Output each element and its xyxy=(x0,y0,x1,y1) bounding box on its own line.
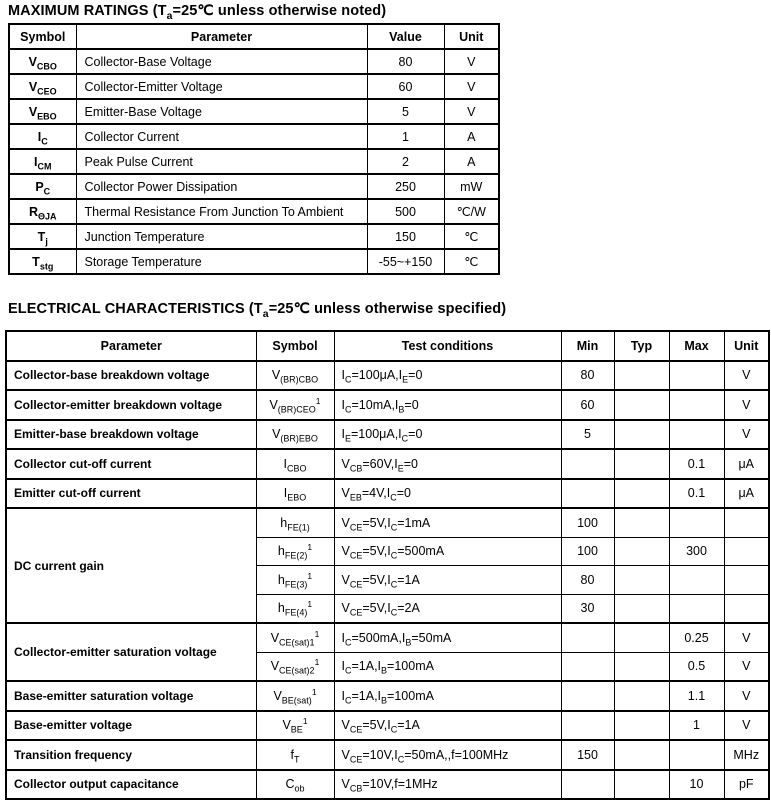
column-header: Min xyxy=(561,331,614,361)
cell-typ xyxy=(614,652,669,681)
cell-test-conditions: $I_C=100\mu A,I_E=0$ xyxy=(334,361,561,391)
table-row xyxy=(6,508,769,537)
table-row xyxy=(6,449,769,479)
cell-unit xyxy=(724,537,769,566)
electrical-characteristics-title: ELECTRICAL CHARACTERISTICS ($T_a=25℃$ unless otherwise specified) xyxy=(8,301,507,320)
cell-value: -55~+150 xyxy=(367,249,444,274)
cell-unit: V xyxy=(724,390,769,420)
cell-parameter: Storage Temperature xyxy=(76,249,367,274)
table-row xyxy=(9,49,499,74)
cell-parameter: DC current gain xyxy=(6,508,256,623)
cell-min xyxy=(561,681,614,711)
cell-symbol: $V_{BE}^1$ xyxy=(256,711,334,741)
table-row xyxy=(9,99,499,124)
cell-min: 80 xyxy=(561,566,614,595)
cell-min: 100 xyxy=(561,537,614,566)
cell-value: 1 xyxy=(367,124,444,149)
cell-max: 300 xyxy=(669,537,724,566)
cell-test-conditions: $V_{CE}=5V,I_C=1A$ xyxy=(334,566,561,595)
table-row xyxy=(9,149,499,174)
cell-value: 60 xyxy=(367,74,444,99)
cell-parameter: Junction Temperature xyxy=(76,224,367,249)
cell-symbol: $I_{CM}$ xyxy=(9,149,76,174)
cell-typ xyxy=(614,681,669,711)
cell-unit: V xyxy=(444,99,499,124)
table-row xyxy=(9,74,499,99)
cell-typ xyxy=(614,420,669,450)
table-row xyxy=(6,623,769,652)
cell-unit: ℃/W xyxy=(444,199,499,224)
cell-typ xyxy=(614,566,669,595)
cell-parameter: Base-emitter voltage xyxy=(6,711,256,741)
cell-parameter: Collector Current xyxy=(76,124,367,149)
table-row xyxy=(6,390,769,420)
table-row xyxy=(9,224,499,249)
electrical-characteristics-table xyxy=(5,330,770,800)
cell-unit: V xyxy=(444,49,499,74)
cell-symbol: $I_{EBO}$ xyxy=(256,479,334,509)
cell-symbol: $V_{CEO}$ xyxy=(9,74,76,99)
cell-parameter: Collector-Emitter Voltage xyxy=(76,74,367,99)
table-row xyxy=(9,199,499,224)
cell-parameter: Thermal Resistance From Junction To Ambient xyxy=(76,199,367,224)
cell-min xyxy=(561,449,614,479)
cell-max xyxy=(669,508,724,537)
table-row xyxy=(6,770,769,800)
cell-unit: V xyxy=(724,652,769,681)
cell-max xyxy=(669,740,724,770)
table-row xyxy=(9,124,499,149)
cell-max xyxy=(669,594,724,623)
cell-unit xyxy=(724,508,769,537)
cell-unit: ℃ xyxy=(444,249,499,274)
cell-symbol: $I_{CBO}$ xyxy=(256,449,334,479)
cell-value: 5 xyxy=(367,99,444,124)
cell-test-conditions: $I_C=1A,I_B=100mA$ xyxy=(334,652,561,681)
cell-value: 150 xyxy=(367,224,444,249)
max-ratings-title: MAXIMUM RATINGS ($T_a=25℃$ unless otherwise noted) xyxy=(8,3,387,22)
cell-unit xyxy=(724,594,769,623)
cell-parameter: Transition frequency xyxy=(6,740,256,770)
cell-unit: pF xyxy=(724,770,769,800)
cell-test-conditions: $V_{CE}=10V,I_C=50mA,,f=100MHz$ xyxy=(334,740,561,770)
cell-typ xyxy=(614,537,669,566)
cell-typ xyxy=(614,594,669,623)
cell-typ xyxy=(614,740,669,770)
cell-min: 100 xyxy=(561,508,614,537)
cell-min xyxy=(561,479,614,509)
cell-symbol: $P_C$ xyxy=(9,174,76,199)
cell-unit: V xyxy=(724,420,769,450)
cell-value: 250 xyxy=(367,174,444,199)
cell-unit: mW xyxy=(444,174,499,199)
table-row xyxy=(9,174,499,199)
column-header: Parameter xyxy=(6,331,256,361)
cell-unit: V xyxy=(724,361,769,391)
cell-parameter: Collector output capacitance xyxy=(6,770,256,800)
cell-parameter: Collector-Base Voltage xyxy=(76,49,367,74)
column-header: Value xyxy=(367,24,444,49)
cell-parameter: Emitter cut-off current xyxy=(6,479,256,509)
cell-symbol: $V_{EBO}$ xyxy=(9,99,76,124)
cell-parameter: Peak Pulse Current xyxy=(76,149,367,174)
cell-symbol: $V_{BE(sat)}^1$ xyxy=(256,681,334,711)
cell-unit: V xyxy=(724,711,769,741)
table-row xyxy=(6,711,769,741)
cell-test-conditions: $I_C=10mA,I_B=0$ xyxy=(334,390,561,420)
cell-unit: A xyxy=(444,124,499,149)
cell-symbol: $h_{FE(3)}^1$ xyxy=(256,566,334,595)
cell-min: 30 xyxy=(561,594,614,623)
column-header: Symbol xyxy=(256,331,334,361)
cell-typ xyxy=(614,623,669,652)
cell-min: 150 xyxy=(561,740,614,770)
cell-symbol: $T_j$ xyxy=(9,224,76,249)
cell-unit: μA xyxy=(724,479,769,509)
cell-test-conditions: $V_{CB}=60V,I_E=0$ xyxy=(334,449,561,479)
max-ratings-table xyxy=(8,23,500,275)
cell-min: 80 xyxy=(561,361,614,391)
table-row xyxy=(9,249,499,274)
cell-parameter: Collector-base breakdown voltage xyxy=(6,361,256,391)
cell-test-conditions: $V_{CE}=5V,I_C=500mA$ xyxy=(334,537,561,566)
cell-symbol: $V_{(BR)EBO}$ xyxy=(256,420,334,450)
cell-typ xyxy=(614,508,669,537)
cell-unit: V xyxy=(724,681,769,711)
cell-min: 60 xyxy=(561,390,614,420)
cell-min xyxy=(561,623,614,652)
column-header: Parameter xyxy=(76,24,367,49)
cell-parameter: Collector-emitter breakdown voltage xyxy=(6,390,256,420)
table-row xyxy=(6,740,769,770)
cell-test-conditions: $I_E=100\mu A,I_C=0$ xyxy=(334,420,561,450)
cell-symbol: $V_{CE(sat)1}^1$ xyxy=(256,623,334,652)
cell-max xyxy=(669,420,724,450)
cell-max xyxy=(669,566,724,595)
electrical-characteristics-header-row xyxy=(6,331,769,361)
cell-parameter: Collector cut-off current xyxy=(6,449,256,479)
table-row xyxy=(6,479,769,509)
column-header: Symbol xyxy=(9,24,76,49)
cell-symbol: $f_T$ xyxy=(256,740,334,770)
table-row xyxy=(6,420,769,450)
cell-test-conditions: $I_C=1A,I_B=100mA$ xyxy=(334,681,561,711)
cell-min: 5 xyxy=(561,420,614,450)
cell-symbol: $h_{FE(4)}^1$ xyxy=(256,594,334,623)
cell-unit xyxy=(724,566,769,595)
cell-parameter: Collector-emitter saturation voltage xyxy=(6,623,256,681)
cell-max: 0.1 xyxy=(669,479,724,509)
cell-value: 2 xyxy=(367,149,444,174)
cell-test-conditions: $V_{CB}=10V,f=1MHz$ xyxy=(334,770,561,800)
cell-unit: MHz xyxy=(724,740,769,770)
cell-value: 80 xyxy=(367,49,444,74)
cell-test-conditions: $V_{CE}=5V,I_C=1mA$ xyxy=(334,508,561,537)
column-header: Max xyxy=(669,331,724,361)
cell-unit: V xyxy=(444,74,499,99)
cell-typ xyxy=(614,479,669,509)
column-header: Test conditions xyxy=(334,331,561,361)
cell-parameter: Base-emitter saturation voltage xyxy=(6,681,256,711)
cell-max: 0.1 xyxy=(669,449,724,479)
cell-symbol: $V_{CBO}$ xyxy=(9,49,76,74)
cell-test-conditions: $I_C=500mA,I_B=50mA$ xyxy=(334,623,561,652)
cell-unit: ℃ xyxy=(444,224,499,249)
table-row xyxy=(6,361,769,391)
cell-min xyxy=(561,652,614,681)
cell-symbol: $h_{FE(1)}$ xyxy=(256,508,334,537)
table-row xyxy=(6,681,769,711)
column-header: Unit xyxy=(444,24,499,49)
column-header: Typ xyxy=(614,331,669,361)
cell-symbol: $V_{(BR)CBO}$ xyxy=(256,361,334,391)
column-header: Unit xyxy=(724,331,769,361)
cell-value: 500 xyxy=(367,199,444,224)
cell-test-conditions: $V_{CE}=5V,I_C=2A$ xyxy=(334,594,561,623)
cell-max xyxy=(669,390,724,420)
cell-symbol: $h_{FE(2)}^1$ xyxy=(256,537,334,566)
cell-typ xyxy=(614,711,669,741)
cell-min xyxy=(561,711,614,741)
cell-unit: μA xyxy=(724,449,769,479)
cell-parameter: Emitter-Base Voltage xyxy=(76,99,367,124)
max-ratings-header-row xyxy=(9,24,499,49)
cell-symbol: $T_{stg}$ xyxy=(9,249,76,274)
cell-max: 10 xyxy=(669,770,724,800)
cell-unit: A xyxy=(444,149,499,174)
cell-max: 0.5 xyxy=(669,652,724,681)
cell-symbol: $V_{CE(sat)2}^1$ xyxy=(256,652,334,681)
cell-typ xyxy=(614,390,669,420)
cell-max xyxy=(669,361,724,391)
cell-symbol: $V_{(BR)CEO}^1$ xyxy=(256,390,334,420)
cell-parameter: Emitter-base breakdown voltage xyxy=(6,420,256,450)
cell-unit: V xyxy=(724,623,769,652)
cell-max: 1.1 xyxy=(669,681,724,711)
cell-min xyxy=(561,770,614,800)
cell-max: 1 xyxy=(669,711,724,741)
cell-symbol: $R_{\Theta JA}$ xyxy=(9,199,76,224)
cell-parameter: Collector Power Dissipation xyxy=(76,174,367,199)
cell-symbol: $C_{ob}$ xyxy=(256,770,334,800)
cell-test-conditions: $V_{EB}=4V,I_C=0$ xyxy=(334,479,561,509)
cell-typ xyxy=(614,449,669,479)
cell-typ xyxy=(614,770,669,800)
cell-max: 0.25 xyxy=(669,623,724,652)
cell-symbol: $I_C$ xyxy=(9,124,76,149)
cell-typ xyxy=(614,361,669,391)
cell-test-conditions: $V_{CE}=5V,I_C=1A$ xyxy=(334,711,561,741)
